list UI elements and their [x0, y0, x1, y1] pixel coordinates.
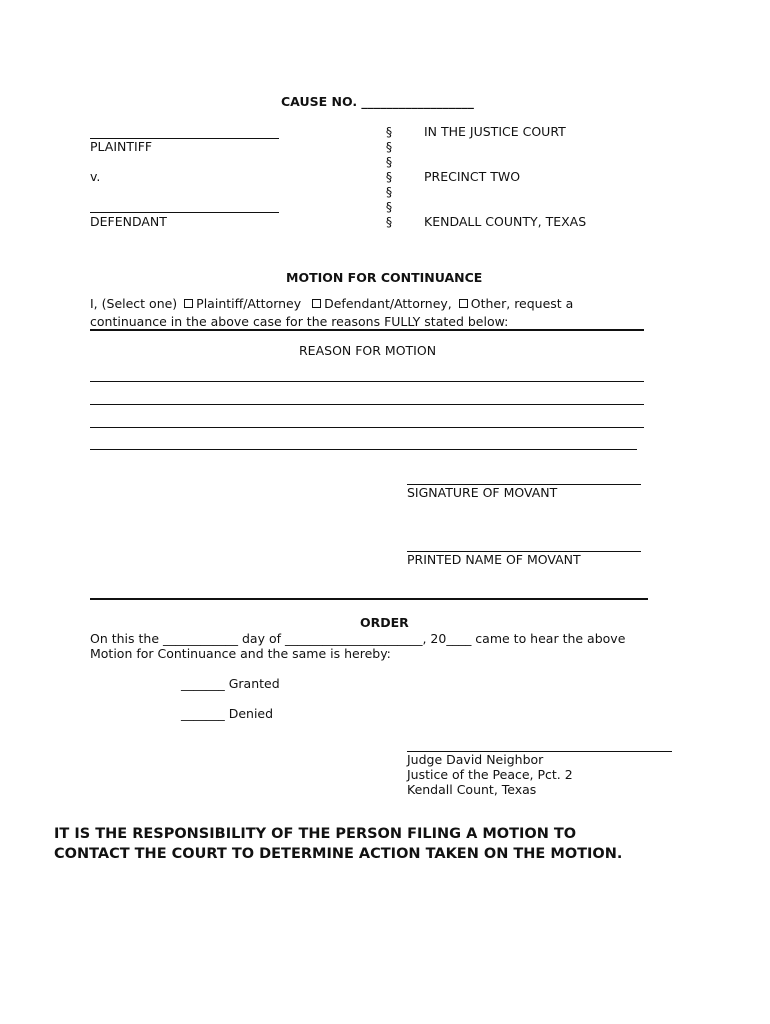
defendant-option-label: Defendant/Attorney, — [324, 296, 452, 311]
denied-option[interactable]: _______ Denied — [181, 706, 274, 721]
order-divider — [90, 598, 648, 600]
select-prefix: I, (Select one) — [90, 296, 178, 311]
movant-select-line — [90, 296, 573, 311]
court-precinct: PRECINCT TWO — [424, 169, 521, 184]
judge-county: Kendall Count, Texas — [407, 782, 537, 797]
reason-line[interactable] — [90, 381, 644, 382]
section-mark: § — [385, 139, 393, 154]
motion-divider — [90, 329, 644, 331]
defendant-label: DEFENDANT — [90, 214, 167, 229]
judge-title: Justice of the Peace, Pct. 2 — [407, 767, 573, 782]
section-mark: § — [385, 169, 393, 184]
section-mark: § — [385, 184, 393, 199]
reason-line[interactable] — [90, 404, 644, 405]
section-mark: § — [385, 154, 393, 169]
section-mark: § — [385, 199, 393, 214]
reason-heading: REASON FOR MOTION — [299, 343, 437, 358]
defendant-checkbox[interactable] — [312, 299, 321, 308]
versus-label: v. — [90, 169, 101, 184]
signature-label: SIGNATURE OF MOVANT — [407, 485, 558, 500]
notice-line-1: IT IS THE RESPONSIBILITY OF THE PERSON FILING A MOTION TO — [54, 826, 577, 842]
court-county: KENDALL COUNTY, TEXAS — [424, 214, 587, 229]
cause-number: CAUSE NO. __________________ — [281, 94, 474, 109]
reason-line[interactable] — [90, 427, 644, 428]
reason-line[interactable] — [90, 449, 637, 450]
plaintiff-option-label: Plaintiff/Attorney — [196, 296, 302, 311]
printed-name-label: PRINTED NAME OF MOVANT — [407, 552, 581, 567]
other-option-label: Other, request a — [470, 296, 574, 311]
order-title: ORDER — [360, 615, 409, 630]
section-mark: § — [385, 214, 393, 229]
notice-line-2: CONTACT THE COURT TO DETERMINE ACTION TAKEN ON THE MOTION. — [54, 846, 623, 862]
order-date-line: On this the ____________ day of ______________________, 20____ came to hear the above — [90, 631, 626, 646]
motion-statement: continuance in the above case for the reasons FULLY stated below: — [90, 314, 509, 329]
section-mark: § — [385, 124, 393, 139]
judge-name: Judge David Neighbor — [407, 752, 544, 767]
plaintiff-label: PLAINTIFF — [90, 139, 153, 154]
defendant-line — [90, 212, 279, 213]
order-statement: Motion for Continuance and the same is hereby: — [90, 646, 391, 661]
plaintiff-checkbox[interactable] — [184, 299, 193, 308]
court-name: IN THE JUSTICE COURT — [424, 124, 566, 139]
other-checkbox[interactable] — [459, 299, 468, 308]
granted-option[interactable]: _______ Granted — [181, 676, 280, 691]
motion-title: MOTION FOR CONTINUANCE — [286, 270, 483, 285]
